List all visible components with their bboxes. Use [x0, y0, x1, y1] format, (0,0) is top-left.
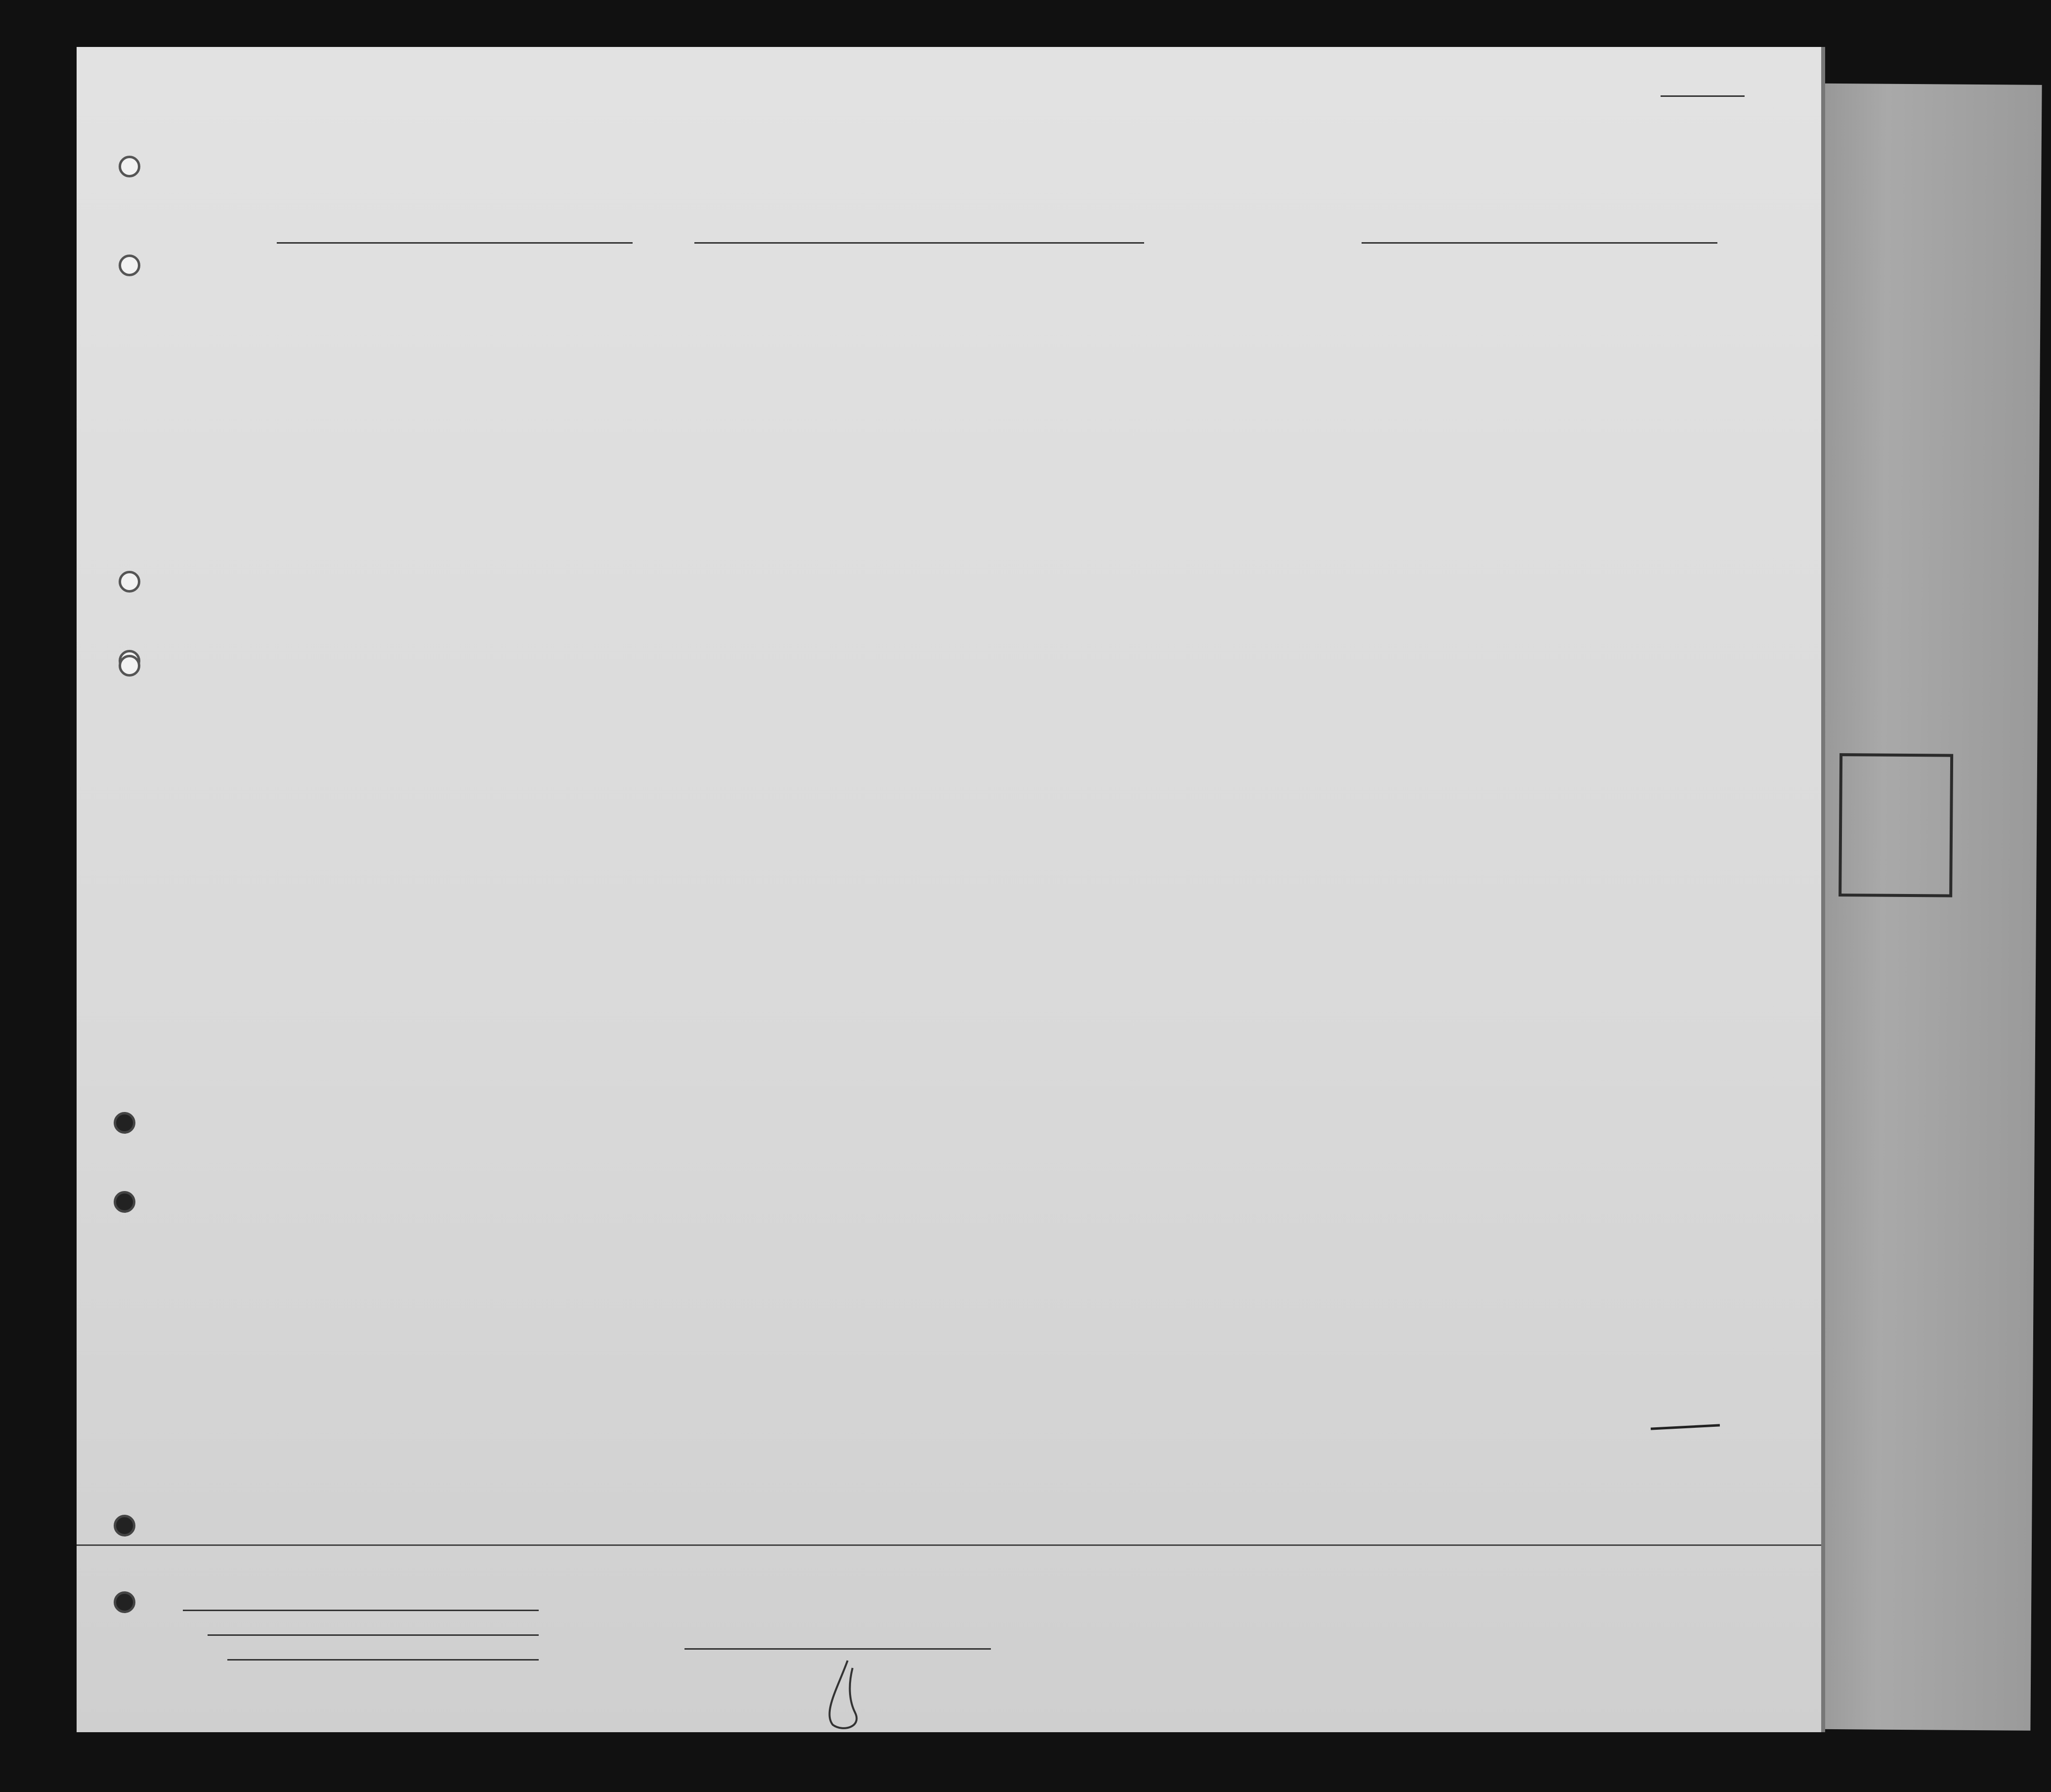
punch-hole [119, 156, 140, 177]
vessel-underline [277, 242, 633, 244]
from-underline [1362, 242, 1717, 244]
punch-hole [114, 1515, 135, 1536]
agents-underline [227, 1659, 539, 1661]
manifest-page [77, 47, 1821, 1732]
owners-underline [208, 1634, 539, 1636]
line-underline [183, 1610, 539, 1611]
inspector-underline [684, 1648, 991, 1650]
signature-flourish [818, 1658, 887, 1732]
punch-hole [114, 1191, 135, 1213]
punch-hole [114, 1112, 135, 1134]
crew-table [136, 264, 1782, 1542]
punch-hole [114, 1591, 135, 1613]
footer-rule [77, 1544, 1821, 1546]
date-underline [917, 242, 1144, 244]
port-underline [694, 242, 941, 244]
back-sheet-tag [1838, 753, 1953, 897]
sheet-underline [1661, 95, 1745, 97]
